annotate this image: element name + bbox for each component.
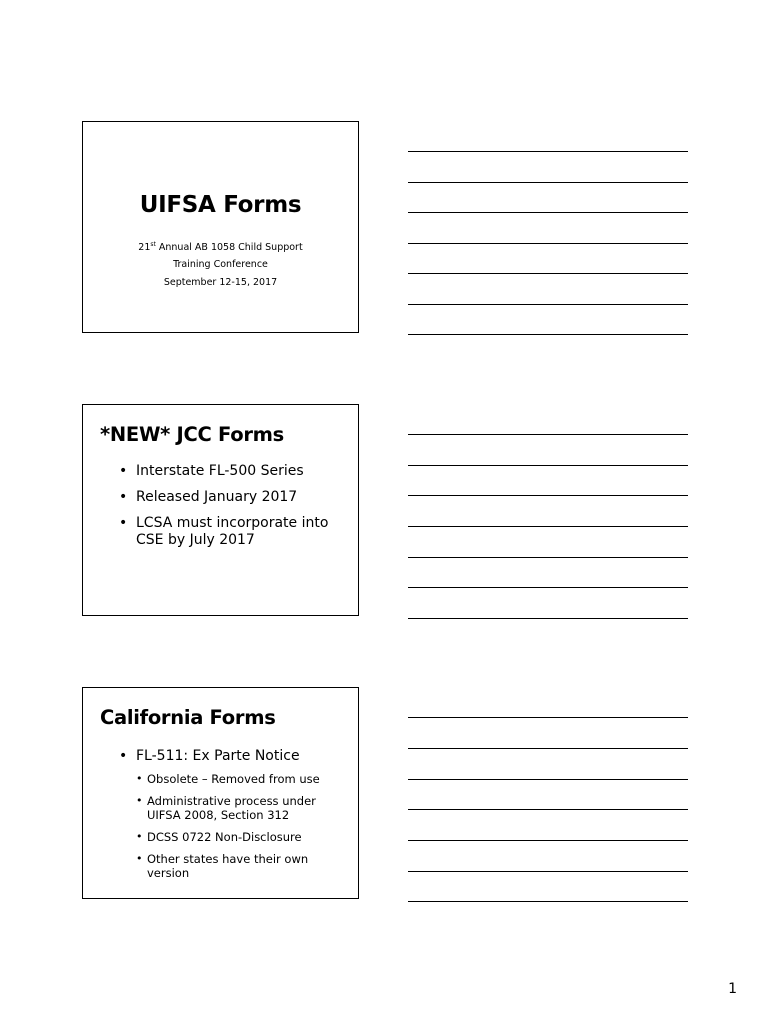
note-line bbox=[408, 151, 688, 152]
slide-1-title: UIFSA Forms bbox=[139, 192, 302, 218]
note-line bbox=[408, 243, 688, 244]
slide-3-title: California Forms bbox=[100, 706, 276, 729]
note-line bbox=[408, 273, 688, 274]
slide-3 bbox=[82, 687, 359, 899]
bullet-item: • Interstate FL-500 Series bbox=[119, 463, 349, 480]
note-line bbox=[408, 779, 688, 780]
note-line bbox=[408, 304, 688, 305]
note-line bbox=[408, 809, 688, 810]
note-line bbox=[408, 465, 688, 466]
note-line bbox=[408, 182, 688, 183]
subbullet-item: • DCSS 0722 Non-Disclosure bbox=[136, 830, 351, 844]
slide-1-subtitle-line-3: September 12-15, 2017 bbox=[163, 277, 278, 288]
slide-3-subbullet-list bbox=[136, 772, 351, 888]
note-line bbox=[408, 212, 688, 213]
subbullet-item: • Obsolete – Removed from use bbox=[136, 772, 351, 786]
note-line bbox=[408, 840, 688, 841]
note-line bbox=[408, 871, 688, 872]
slide-1-subtitle-line-1: 21st Annual AB 1058 Child Support bbox=[138, 241, 303, 254]
page-number: 1 bbox=[728, 981, 737, 997]
slide-2 bbox=[82, 404, 359, 616]
subbullet-item: • Administrative process under UIFSA 2008, Section 312 bbox=[136, 794, 351, 822]
note-line bbox=[408, 901, 688, 902]
note-line bbox=[408, 587, 688, 588]
slide-1-subtitle-line-2: Training Conference bbox=[173, 259, 268, 270]
subbullet-item: • Other states have their own version bbox=[136, 852, 351, 880]
slide-3-bullet-list bbox=[119, 748, 349, 771]
note-line bbox=[408, 717, 688, 718]
slide-1 bbox=[82, 121, 359, 333]
bullet-item: • Released January 2017 bbox=[119, 489, 349, 506]
note-line bbox=[408, 618, 688, 619]
note-line bbox=[408, 334, 688, 335]
slide-2-bullet-list bbox=[119, 463, 349, 558]
note-line bbox=[408, 526, 688, 527]
slide-2-title: *NEW* JCC Forms bbox=[100, 423, 284, 446]
note-line bbox=[408, 748, 688, 749]
bullet-item: • LCSA must incorporate into CSE by July 2017 bbox=[119, 515, 349, 549]
note-line bbox=[408, 434, 688, 435]
note-line bbox=[408, 495, 688, 496]
note-line bbox=[408, 557, 688, 558]
bullet-item: • FL-511: Ex Parte Notice bbox=[119, 748, 349, 765]
